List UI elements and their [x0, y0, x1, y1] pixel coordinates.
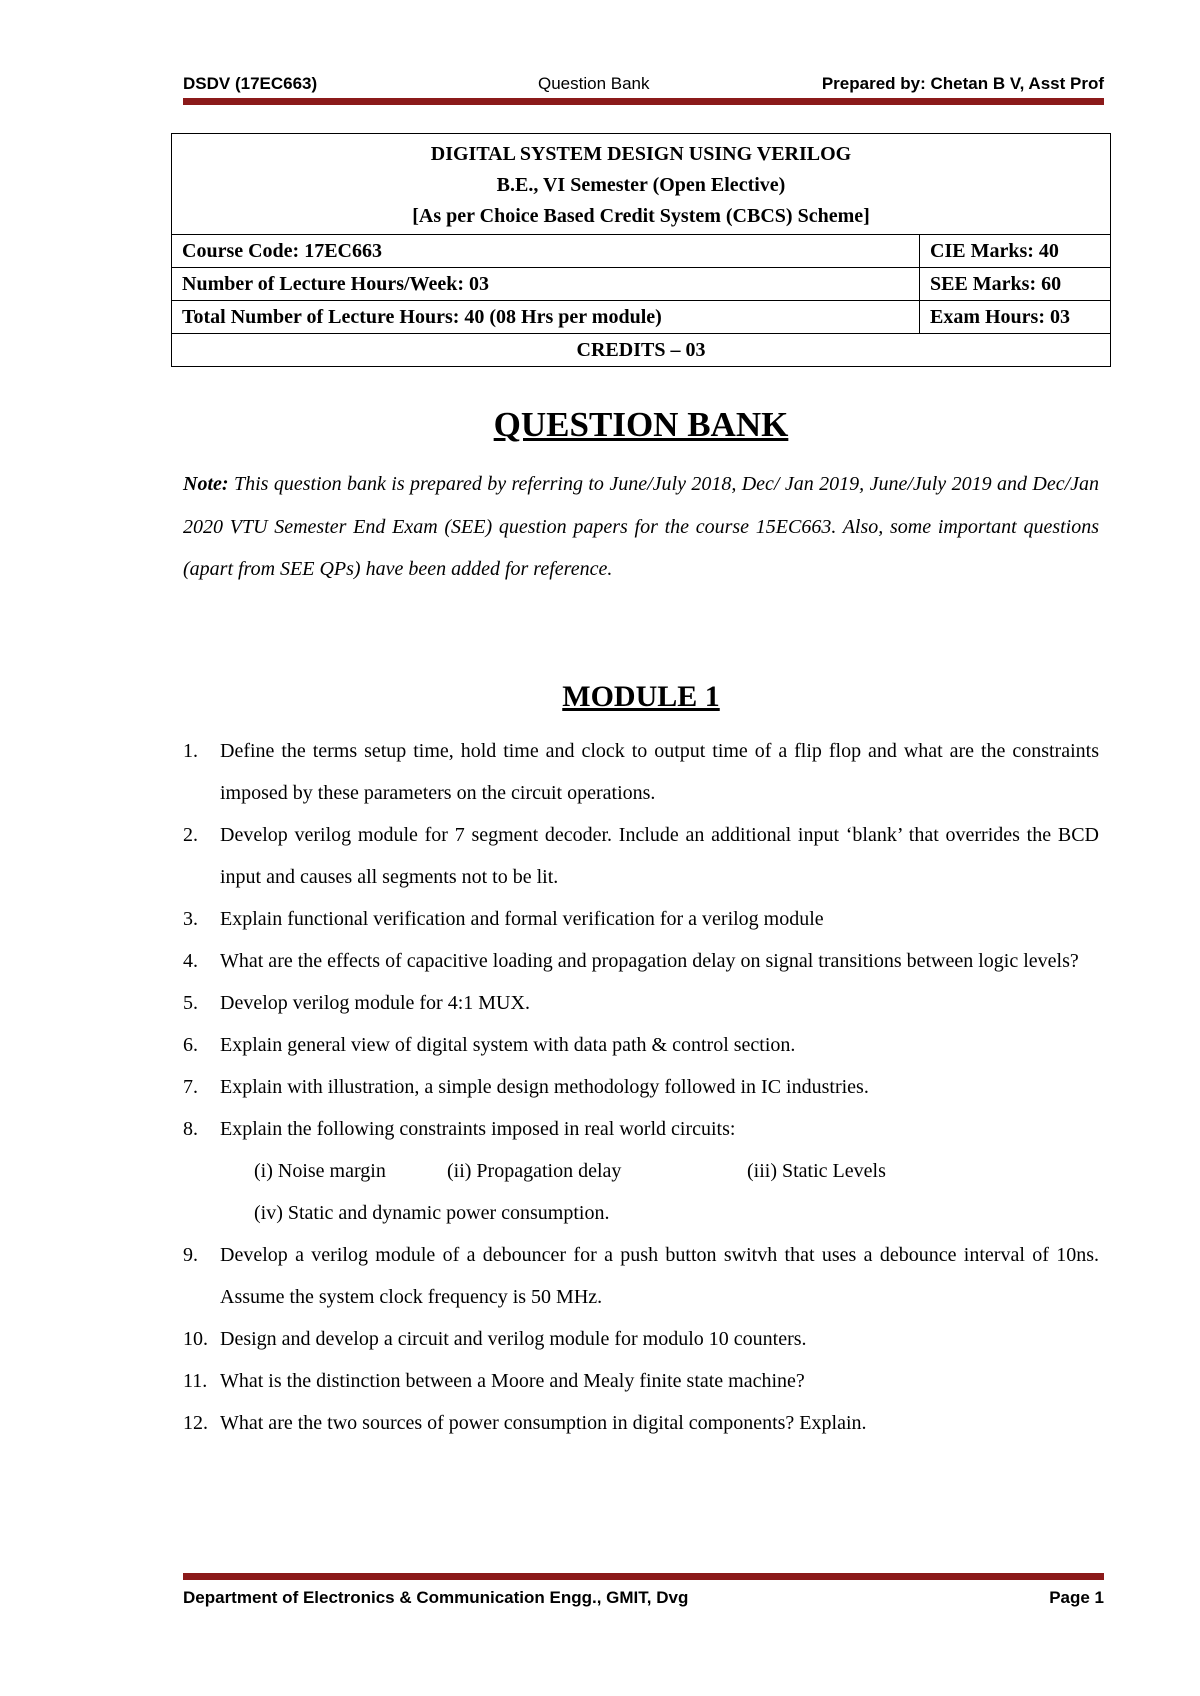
question-number: 3. [183, 908, 198, 930]
list-item [183, 982, 1099, 1024]
note-paragraph [183, 463, 1099, 591]
list-item [183, 1318, 1099, 1360]
question-number: 11. [183, 1370, 208, 1392]
question-text: Explain general view of digital system with data path & control section. [220, 1034, 796, 1056]
sub-items [220, 1150, 1099, 1192]
note-text: This question bank is prepared by referring to June/July 2018, Dec/ Jan 2019, June/July 2019 and Dec/Jan 2020 VTU Semester End Exam (SEE) question papers for the course 15EC663. Also, some important questions (apart from SEE QPs) have been added for reference. [183, 473, 1100, 580]
footer-rule [183, 1573, 1104, 1580]
question-number: 5. [183, 992, 198, 1014]
sub-item-static-levels: (iii) Static Levels [747, 1160, 886, 1182]
table-row [172, 301, 1111, 334]
list-item [183, 1234, 1099, 1318]
course-semester: B.E., VI Semester (Open Elective) [496, 174, 786, 196]
question-number: 6. [183, 1034, 198, 1056]
question-text: Explain functional verification and formal verification for a verilog module [220, 908, 824, 930]
question-number: 8. [183, 1118, 198, 1140]
question-text: What are the effects of capacitive loading and propagation delay on signal transitions between logic levels? [220, 950, 1079, 972]
list-item [183, 814, 1099, 898]
module-title: MODULE 1 [562, 680, 720, 713]
credits: CREDITS – 03 [172, 334, 1111, 367]
lecture-hours-week: Number of Lecture Hours/Week: 03 [172, 268, 920, 301]
question-text: Define the terms setup time, hold time and clock to output time of a flip flop and what are the constraints imposed by these parameters on the circuit operations. [220, 740, 1099, 804]
list-item [183, 1066, 1099, 1108]
course-info-table [171, 133, 1111, 367]
exam-hours: Exam Hours: 03 [920, 301, 1111, 334]
list-item [183, 1024, 1099, 1066]
header-author: Prepared by: Chetan B V, Asst Prof [821, 74, 1104, 93]
question-text: Develop verilog module for 4:1 MUX. [220, 992, 530, 1014]
question-number: 7. [183, 1076, 198, 1098]
table-row [172, 334, 1111, 367]
table-row [172, 268, 1111, 301]
question-number: 4. [183, 950, 198, 972]
question-number: 12. [183, 1412, 208, 1434]
sub-items [220, 1192, 1099, 1234]
note-label: Note: [183, 473, 229, 495]
question-text: Design and develop a circuit and verilog module for modulo 10 counters. [220, 1328, 807, 1350]
question-text: Develop a verilog module of a debouncer for a push button switvh that uses a debounce interval of 10ns. Assume the system clock frequency is 50 MHz. [220, 1244, 1099, 1308]
list-item [183, 730, 1099, 814]
page-footer [183, 1588, 1104, 1612]
table-row [172, 235, 1111, 268]
question-number: 9. [183, 1244, 198, 1266]
list-item [183, 940, 1099, 982]
question-number: 10. [183, 1328, 208, 1350]
course-code: Course Code: 17EC663 [172, 235, 920, 268]
course-title: DIGITAL SYSTEM DESIGN USING VERILOG [430, 143, 852, 165]
question-text: What are the two sources of power consumption in digital components? Explain. [220, 1412, 867, 1434]
question-text: Explain with illustration, a simple design methodology followed in IC industries. [220, 1076, 869, 1098]
list-item [183, 1360, 1099, 1402]
cie-marks: CIE Marks: 40 [920, 235, 1111, 268]
page-number: Page 1 [1049, 1588, 1104, 1607]
sub-item-noise-margin: (i) Noise margin [254, 1160, 386, 1182]
page-title: QUESTION BANK [493, 405, 789, 444]
question-text: Develop verilog module for 7 segment decoder. Include an additional input ‘blank’ that overrides the BCD input and causes all segments not to be lit. [220, 824, 1099, 888]
question-number: 2. [183, 824, 198, 846]
course-scheme: [As per Choice Based Credit System (CBCS) Scheme] [412, 205, 870, 227]
header-doc-type: Question Bank [538, 74, 650, 93]
question-text: What is the distinction between a Moore and Mealy finite state machine? [220, 1370, 805, 1392]
see-marks: SEE Marks: 60 [920, 268, 1111, 301]
list-item [183, 1108, 1099, 1234]
question-text: Explain the following constraints imposed in real world circuits: [220, 1118, 736, 1140]
question-number: 1. [183, 740, 198, 762]
total-lecture-hours: Total Number of Lecture Hours: 40 (08 Hrs per module) [172, 301, 920, 334]
page-header [183, 74, 1104, 98]
list-item [183, 1402, 1099, 1444]
sub-item-power-consumption: (iv) Static and dynamic power consumption. [254, 1202, 610, 1224]
question-list [183, 730, 1099, 1444]
course-title-cell [172, 134, 1111, 235]
footer-department: Department of Electronics & Communication Engg., GMIT, Dvg [183, 1588, 689, 1607]
header-rule [183, 98, 1104, 105]
header-course-code: DSDV (17EC663) [183, 74, 318, 93]
sub-item-propagation-delay: (ii) Propagation delay [447, 1160, 622, 1182]
list-item [183, 898, 1099, 940]
